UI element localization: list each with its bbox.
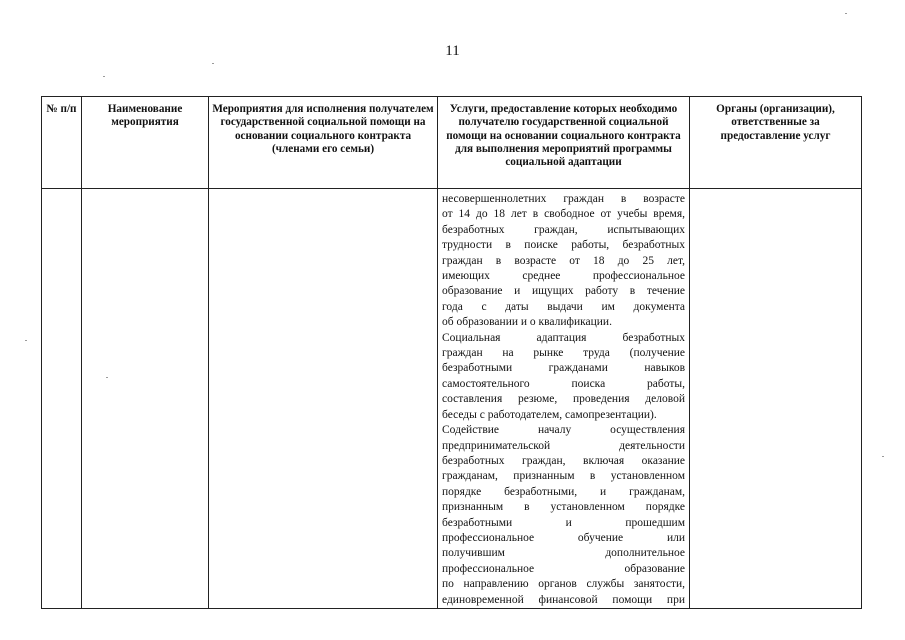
services-text-line: гражданам, признанным в установленном: [442, 470, 685, 483]
services-text-line: безработных граждан, включая оказание: [442, 454, 685, 467]
scan-speck: [882, 456, 884, 457]
cell-responsible-bodies: [690, 189, 862, 609]
cell-event-name: [82, 189, 209, 609]
header-responsible-bodies: Органы (организации), ответственные за предоставление услуг: [690, 97, 862, 189]
services-text-line: безработных граждан, испытывающих: [442, 223, 685, 236]
services-text-line: образование и ищущих работу в течение: [442, 285, 685, 298]
services-text-line: трудности в поиске работы, безработных: [442, 239, 685, 252]
services-text-line: безработными и прошедшим: [442, 516, 685, 529]
services-text-line: несовершеннолетних граждан в возрасте: [442, 193, 685, 205]
services-text-line: самостоятельного поиска работы,: [442, 377, 685, 390]
services-text-line: признанным в установленном порядке: [442, 501, 685, 514]
cell-recipient-measures: [209, 189, 438, 609]
header-services: Услуги, предоставление которых необходимо получателю государственной социальной помощи на основании социального контракта для выполнения мероприятий программы социальной адаптации: [438, 97, 690, 189]
table-header-row: [42, 97, 862, 189]
services-text-line: единовременной финансовой помощи при: [442, 593, 685, 606]
services-text-line: года с даты выдачи им документа: [442, 300, 685, 313]
scan-speck: [845, 13, 847, 14]
scan-speck: [106, 377, 108, 378]
services-text-line: безработными гражданами навыков: [442, 362, 685, 375]
scan-speck: [103, 76, 105, 77]
services-text-line: по направлению органов службы занятости,: [442, 578, 685, 591]
social-adaptation-table: [41, 96, 862, 609]
services-text: [442, 192, 685, 608]
services-text-line: составления резюме, проведения деловой: [442, 393, 685, 406]
scan-speck: [212, 63, 214, 64]
cell-services: [438, 189, 690, 609]
scan-speck: [25, 340, 27, 341]
cell-number: [42, 189, 82, 609]
services-text-line: получившим дополнительное: [442, 547, 685, 560]
services-text-line: беседы с работодателем, самопрезентации).: [442, 408, 657, 421]
services-text-line: Содействие началу осуществления: [442, 424, 685, 437]
services-text-line: профессиональное обучение или: [442, 531, 685, 544]
page-number: 11: [445, 43, 460, 59]
services-text-line: профессиональное образование: [442, 562, 685, 575]
header-recipient-measures: Мероприятия для исполнения получателем государственной социальной помощи на основании социального контракта (членами его семьи): [209, 97, 438, 189]
services-text-line: Социальная адаптация безработных: [442, 331, 685, 344]
header-number: № п/п: [42, 97, 82, 189]
services-text-line: граждан в возрасте от 18 до 25 лет,: [442, 254, 685, 267]
services-text-line: об образовании и о квалификации.: [442, 316, 612, 329]
services-text-line: порядке безработными, и гражданам,: [442, 485, 685, 498]
services-text-line: предпринимательской деятельности: [442, 439, 685, 452]
services-text-line: имеющих среднее профессиональное: [442, 270, 685, 283]
table-row: [42, 189, 862, 609]
services-text-line: от 14 до 18 лет в свободное от учебы время,: [442, 208, 685, 221]
services-text-line: граждан на рынке труда (получение: [442, 347, 685, 360]
header-event-name: Наименование мероприятия: [82, 97, 209, 189]
